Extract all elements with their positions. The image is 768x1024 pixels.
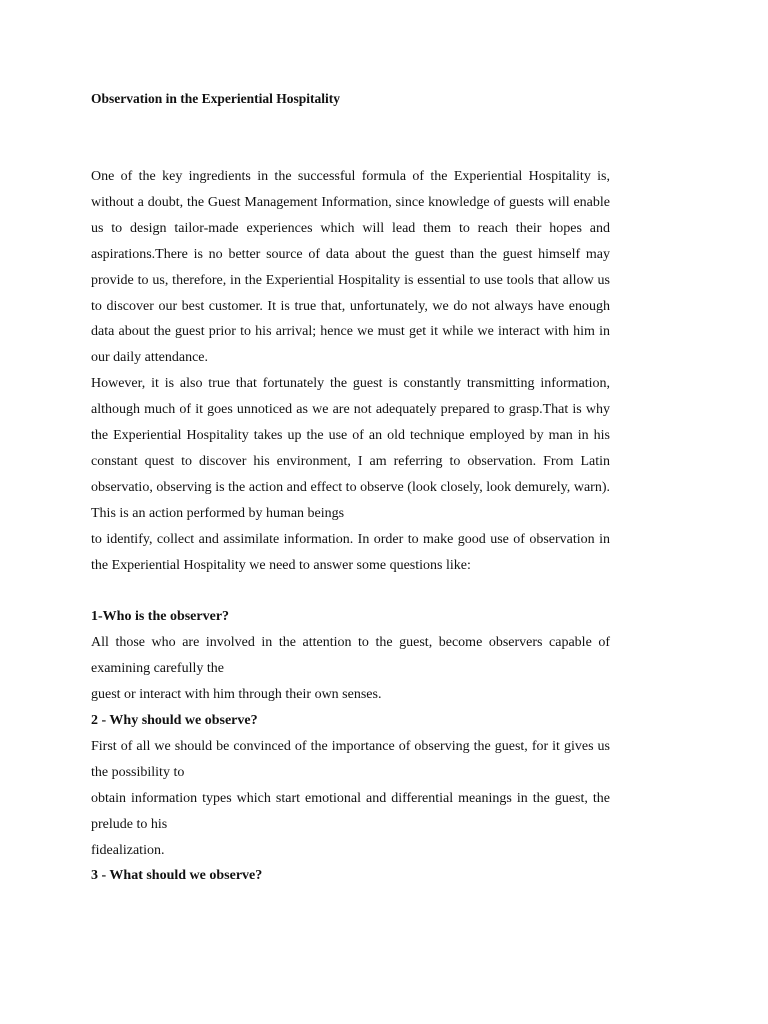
question-1-text-line-1: All those who are involved in the attention to the guest, become observers capable of examining carefully the: [91, 635, 610, 677]
question-2-text-line-2: obtain information types which start emotional and differential meanings in the guest, the prelude to his: [91, 790, 610, 832]
question-2-text-line-1: First of all we should be convinced of the importance of observing the guest, for it gives us the possibility to: [91, 738, 610, 780]
document-title: Observation in the Experiential Hospitality: [91, 91, 341, 106]
intro-paragraph: One of the key ingredients in the successful formula of the Experiential Hospitality is, without a doubt, the Guest Management Information, since knowledge of guests will enable us to design tailor-made experiences which will lead them to reach their hopes and aspirations.There is no better source of data about the guest than the guest himself may provide to us, therefore, in the Experiential Hospitality is essential to use tools that allow us to discover our best customer. It is true that, unfortunately, we do not always have enough data about the guest prior to his arrival; hence we must get it while we interact with him in our daily attendance.: [91, 169, 610, 366]
second-paragraph: However, it is also true that fortunately the guest is constantly transmitting information, although much of it goes unnoticed as we are not adequately prepared to grasp.That is why the Experiential Hospitality takes up the use of an old technique employed by man in his constant quest to discover his environment, I am referring to observation. From Latin observatio, observing is the action and effect to observe (look closely, look demurely, warn). This is an action performed by human beings: [91, 376, 610, 521]
question-3-heading: 3 - What should we observe?: [91, 868, 263, 884]
question-1-text-line-2: guest or interact with him through their own senses.: [91, 687, 382, 703]
blank-line: [91, 579, 610, 605]
question-2-heading: 2 - Why should we observe?: [91, 713, 258, 729]
question-1-heading: 1-Who is the observer?: [91, 609, 230, 625]
second-paragraph-continuation: to identify, collect and assimilate information. In order to make good use of observation in the Experiential Hospitality we need to answer some questions like:: [91, 531, 610, 573]
document-body: [91, 164, 610, 889]
question-2-text-line-3: fidealization.: [91, 842, 165, 858]
